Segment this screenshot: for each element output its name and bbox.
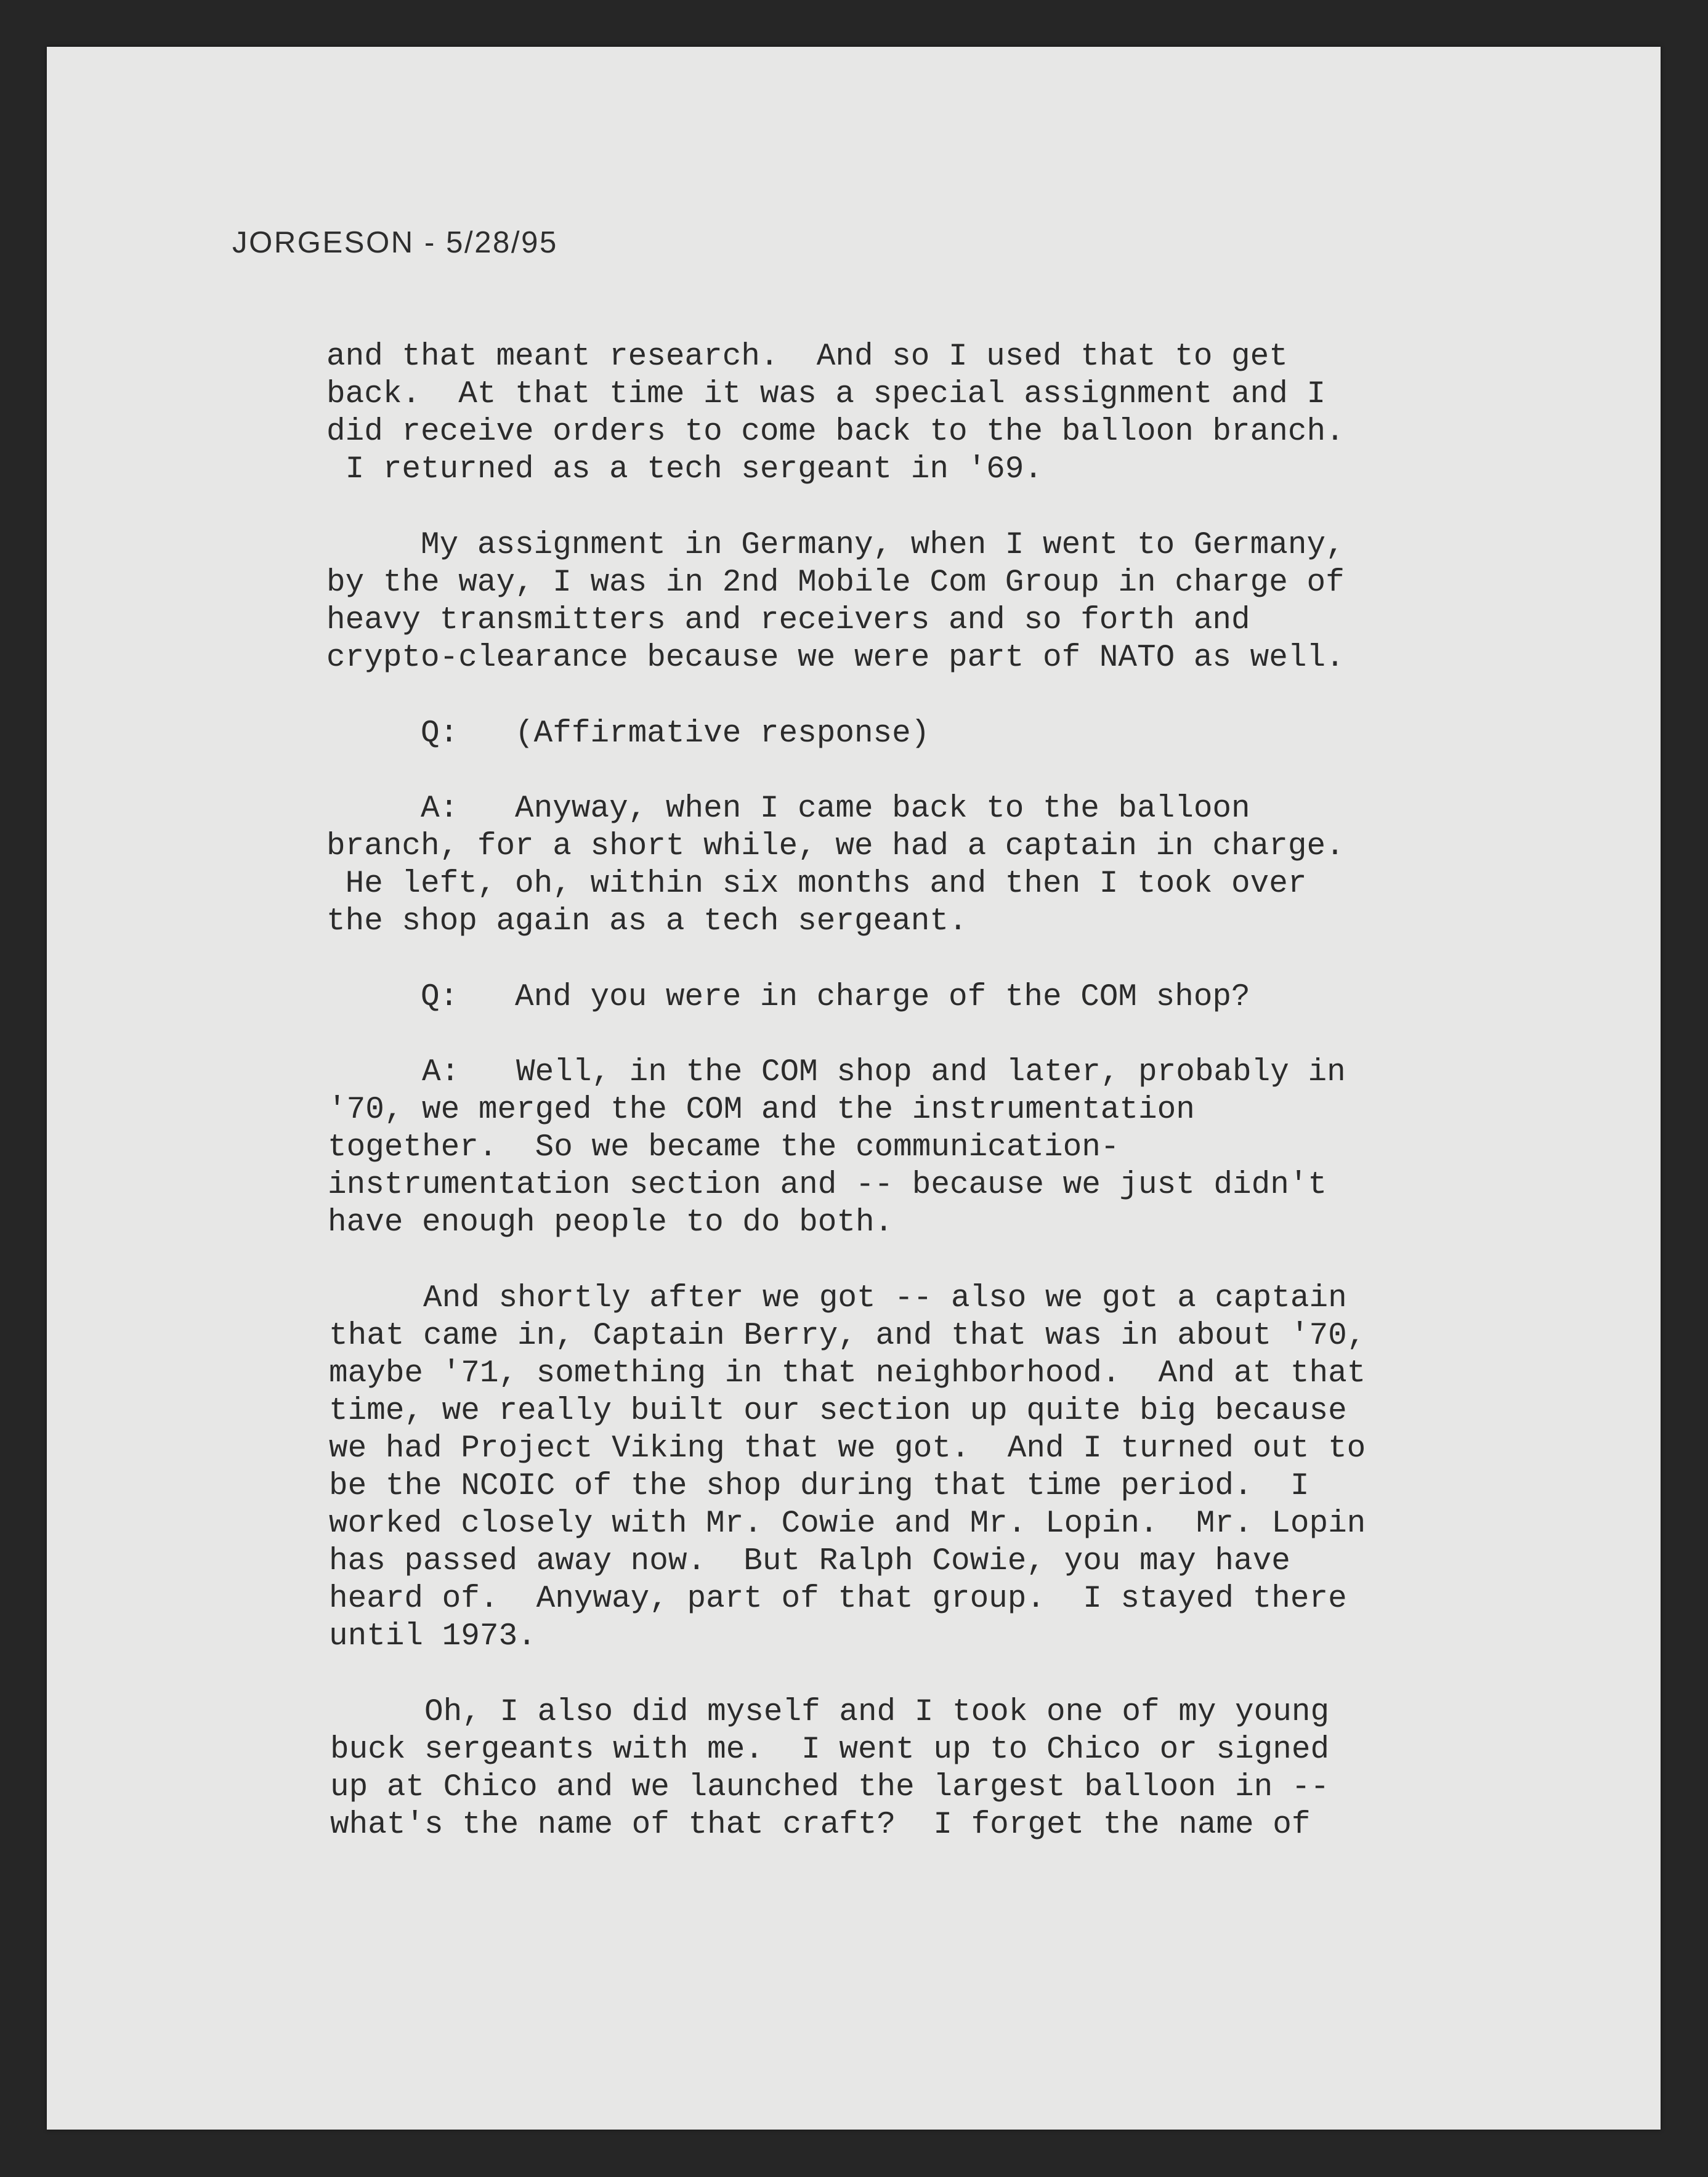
- body-text-line: we had Project Viking that we got. And I turned out to: [329, 1431, 1366, 1466]
- body-text-line: up at Chico and we launched the largest balloon in --: [330, 1770, 1330, 1805]
- body-text-line: heard of. Anyway, part of that group. I stayed there: [329, 1581, 1347, 1617]
- page-header: JORGESON - 5/28/95: [232, 226, 558, 259]
- body-text-line: have enough people to do both.: [328, 1205, 894, 1240]
- body-text-line: My assignment in Germany, when I went to Germany,: [326, 528, 1345, 563]
- body-text-line: maybe '71, something in that neighborhood. And at that: [329, 1356, 1366, 1391]
- body-text-line: instrumentation section and -- because we just didn't: [328, 1168, 1327, 1203]
- body-text-line: has passed away now. But Ralph Cowie, you may have: [329, 1544, 1290, 1579]
- body-text-line: together. So we became the communication-: [328, 1130, 1120, 1165]
- body-text-line: Oh, I also did myself and I took one of my young: [330, 1695, 1330, 1730]
- body-text-line: until 1973.: [329, 1619, 536, 1654]
- body-text-line: time, we really built our section up quite big because: [329, 1394, 1347, 1429]
- body-text-line: the shop again as a tech sergeant.: [326, 904, 968, 939]
- document-page: [47, 47, 1661, 2130]
- question-line: Q: And you were in charge of the COM shop?: [326, 980, 1250, 1015]
- body-text-line: worked closely with Mr. Cowie and Mr. Lopin. Mr. Lopin: [329, 1506, 1366, 1541]
- body-text-line: He left, oh, within six months and then I took over: [326, 866, 1307, 902]
- body-text-line: that came in, Captain Berry, and that was in about '70,: [329, 1319, 1366, 1354]
- body-text-line: And shortly after we got -- also we got a captain: [329, 1281, 1347, 1316]
- body-text-line: and that meant research. And so I used that to get: [326, 339, 1288, 374]
- body-text-line: what's the name of that craft? I forget the name of: [330, 1807, 1311, 1843]
- answer-line: A: Well, in the COM shop and later, probably in: [328, 1055, 1346, 1090]
- body-text-line: by the way, I was in 2nd Mobile Com Group in charge of: [326, 565, 1345, 600]
- answer-line: A: Anyway, when I came back to the balloon: [326, 791, 1250, 826]
- body-text-line: did receive orders to come back to the balloon branch.: [326, 414, 1345, 450]
- body-text-line: branch, for a short while, we had a captain in charge.: [326, 829, 1345, 864]
- body-text-line: I returned as a tech sergeant in '69.: [326, 452, 1043, 487]
- body-text-line: heavy transmitters and receivers and so forth and: [326, 603, 1250, 638]
- body-text-line: '70, we merged the COM and the instrumentation: [328, 1093, 1195, 1128]
- body-text-line: buck sergeants with me. I went up to Chico or signed: [330, 1732, 1330, 1767]
- body-text-line: crypto-clearance because we were part of NATO as well.: [326, 640, 1345, 676]
- body-text-line: back. At that time it was a special assignment and I: [326, 377, 1326, 412]
- body-text-line: be the NCOIC of the shop during that time period. I: [329, 1469, 1309, 1504]
- question-line: Q: (Affirmative response): [326, 716, 930, 751]
